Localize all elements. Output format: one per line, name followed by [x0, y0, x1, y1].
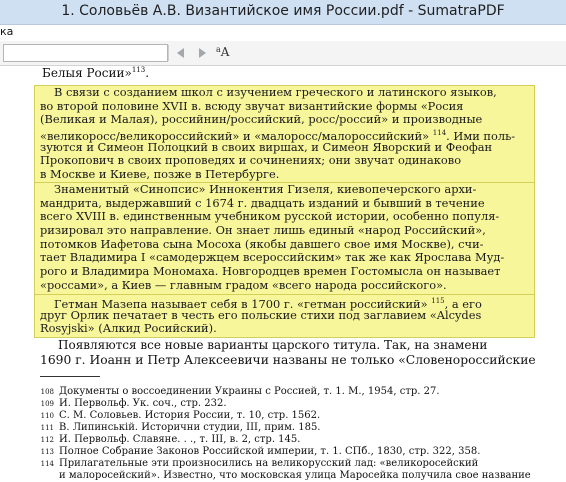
footnote [40, 470, 540, 482]
search-input[interactable] [3, 44, 168, 62]
footnote-text: И. Первольф. Ук. соч., стр. 232. [59, 398, 227, 409]
match-case-button[interactable] [216, 45, 229, 59]
footnote-divider [40, 376, 100, 377]
paragraph-4-line-1: Появляются все новые варианты царского титула. Так, на знамени [58, 338, 488, 352]
text-line: всего XVIII в. единственным учебником русской истории, особенно популя- [40, 209, 500, 224]
footnote [40, 434, 540, 446]
text-line: «россами», а Киев — главным градом «всего народа российского». [40, 277, 447, 292]
paragraph-2 [40, 183, 545, 293]
footnote-text: и малоросейский». Известно, что московская улица Маросейка получила свое название [59, 470, 531, 481]
text-line: Rosyjski» (Алкид Росийский). [40, 321, 217, 336]
footnote-number: 109 [40, 400, 54, 408]
triangle-right-icon [199, 48, 207, 58]
footnote-ref-115: 115 [431, 297, 445, 305]
text-line: мандрита, выдержавший с 1674 г. двадцать изданий и бывший в течение [40, 195, 485, 210]
footnote [40, 422, 540, 434]
footnote [40, 410, 540, 422]
footnote-text: Прилагательные эти произносились на великорусский лад: «великоросейский [59, 458, 479, 469]
menu-bar [0, 25, 566, 41]
paragraph-1 [40, 86, 545, 182]
text-line-start: Гетман Мазепа называет себя в 1700 г. «гетман российский» [54, 296, 432, 311]
triangle-left-icon [177, 48, 185, 58]
find-next-button[interactable] [194, 44, 212, 62]
paragraph-4-line-2: 1690 г. Иоанн и Петр Алексеевичи названы не только «Словенороссийские [40, 353, 536, 367]
title-bar[interactable] [0, 0, 566, 25]
footnote-number: 113 [40, 448, 54, 456]
text-line-end: , а его [444, 296, 482, 311]
footnote-text: Полное Собрание Законов Российской империи, т. 1. СПб., 1830, стр. 322, 358. [59, 446, 481, 457]
footnote-ref-113: 113 [131, 66, 146, 74]
window-title: 1. Соловьёв А.В. Византийское имя России.pdf - SumatraPDF [61, 3, 505, 19]
text-line: во второй половине XVII в. всюду звучат византийские формы «Росия [40, 98, 464, 113]
footnote-text: С. М. Соловьев. История России, т. 10, стр. 1562. [59, 410, 321, 421]
footnote-text: В. Липинськiй. Исторични студии, III, прим. 185. [59, 422, 321, 433]
text-line [40, 127, 545, 141]
footnote [40, 458, 540, 470]
footnote-number: 114 [40, 460, 54, 468]
text-line: в Москве и Киеве, позже в Петербурге. [40, 167, 280, 182]
footnote-text: Документы о воссоединении Украины с Россией, т. 1. М., 1954, стр. 27. [59, 386, 440, 397]
text-line: потомков Иафетова сына Мосоха (якобы давшего свое имя Москве), счи- [40, 236, 484, 251]
document-view[interactable] [0, 66, 566, 482]
heading-end: . [145, 66, 150, 80]
footnote [40, 398, 540, 410]
heading-text: Белыя Росии» [42, 66, 132, 80]
text-line [40, 295, 545, 309]
match-case-icon: $^a$A [216, 45, 230, 59]
footnote-number: 110 [40, 412, 54, 420]
text-line: Прокопович в своих проповедях и сочинениях; они звучат одинаково [40, 153, 462, 168]
text-line: тает Владимира I «самодержцем всероссийским» так же как Ярослава Муд- [40, 250, 505, 265]
toolbar [0, 41, 566, 66]
text-line-end: . Ими поль- [446, 128, 516, 143]
text-line: друг Орлик печатает в честь его польские стихи под заглавием «Alcydes [40, 307, 482, 322]
toolbar-separator [168, 45, 169, 61]
footnote [40, 446, 540, 458]
find-previous-button[interactable] [172, 44, 190, 62]
footnote-number: 108 [40, 388, 54, 396]
heading-line [42, 66, 149, 80]
footnote [40, 386, 540, 398]
text-line: ризировал это направление. Он знает лишь единый «народ Российский», [40, 223, 486, 238]
text-line: рого и Владимира Мономаха. Новгородцев времен Гостомысла он называет [40, 264, 501, 279]
footnote-number: 112 [40, 436, 54, 444]
footnote-ref-114: 114 [432, 129, 447, 138]
text-line: В связи с созданием школ с изучением греческого и латинского языков, [54, 85, 497, 99]
menu-item-bookmarks[interactable]: ка [0, 25, 14, 38]
text-line: Знаменитый «Синопсис» Иннокентия Гизеля, киевопечерского архи- [54, 182, 477, 196]
pdf-page [0, 66, 566, 482]
text-line: зуются и Симеон Полоцкий в своих виршах, и Симеон Яворский и Феофан [40, 139, 493, 154]
text-line: (Великая и Малая), российнин/российский, росс/россий» и производные [40, 112, 483, 127]
footnote-text: И. Первольф. Славяне. . ., т. III, в. 2, стр. 145. [59, 434, 301, 445]
footnote-number: 111 [40, 424, 54, 432]
text-line-start: «великоросс/великороссийский» и «малоросс/малороссийский» [40, 128, 433, 143]
paragraph-3 [40, 295, 545, 336]
